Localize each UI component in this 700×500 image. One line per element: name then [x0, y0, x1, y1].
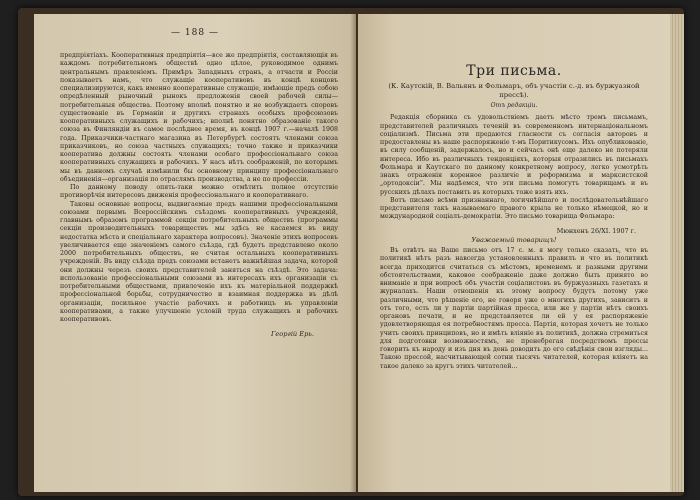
letter-place-date: Мюнхенъ 26/XI. 1907 г.: [556, 226, 636, 235]
paragraph: По данному поводу опять-таки можно отмѣтить полное отсутствіе противорѣчія интересовъ движенія профессіональнаго и кооперативнаго.: [60, 184, 338, 200]
left-page-text: [60, 52, 338, 339]
left-page: [34, 14, 356, 492]
paragraph: Вотъ письмо всѣми признаннаго, логичнѣйшаго и послѣдовательнѣйшаго представителя такъ называемаго правого крыла не только нѣмецкой, но и международной соціалъ-демократіи. Это письмо товарища Фольмара:: [380, 196, 648, 221]
paragraph: Таковы основные вопросы, выдвигаемые предъ нашими профессіональными союзами первымъ Всероссійскимъ съѣздомъ кооперативныхъ учрежденій, главнымъ образомъ программой секціи потребительныхъ обществъ (программы секціи производительныхъ товариществъ мы здѣсь не касаемся въ виду недостатка мѣста и спеціальнаго характера вопросовъ). Значеніе этихъ вопросовъ увеличивается еще значеніемъ самого съѣзда, гдѣ будетъ представлено около 2000 потребительныхъ обществъ, не считая остальныхъ кооперативныхъ учрежденій. Въ виду съѣзда предъ союзами встанетъ важнѣйшая задача, которой они должны черезъ своихъ представителей заняться на съѣздѣ. Это задача: использованіе профессіональными союзами въ интересахъ ихъ организаціи съ потребительными обществами, привлеченіе ихъ къ матеріальной поддержкѣ профессіональной борьбы, сотрудничество и взаимная поддержка въ дѣлѣ организаціи, посильное участіе рабочихъ и работницъ въ управленіи кооперативами, а также улучшеніе условій труда служащихъ и рабочихъ кооперативовъ.: [60, 200, 338, 323]
page-number: — 188 —: [171, 28, 219, 38]
right-page-text: [380, 44, 648, 371]
page-edges: [670, 14, 684, 492]
editor-note: Отъ редакціи.: [490, 102, 538, 110]
author-signature: Георгій Ерь.: [271, 330, 314, 339]
article-title: Три письма.: [466, 63, 562, 79]
letter-body: Въ отвѣтъ на Ваше письмо отъ 17 с. м. я могу только сказать, что въ политикѣ нѣтъ разъ навсегда установленныхъ правилъ и что въ политикѣ всегда приходится считаться съ мѣстомъ, временемъ и разными другими обстоятельствами, каковое соображеніе даже должно быть принято во вниманіе и при вопросѣ объ участіи соціалистовъ въ буржуазныхъ газетахъ и журналахъ. Наши отношенія къ этому вопросу будутъ потому уже различными, что рѣшеніе его, не говоря уже о многихъ другихъ, зависитъ и отъ того, есть ли у партіи партійная пресса, или же у партіи нѣтъ своихъ органовъ печати, и не представляется ли ей у ея распоряженіе удовлетворяющая ея потребностямъ пресса. Партія, которая хочетъ не только учить своихъ принциповъ, но и имѣть вліяніе въ политикѣ, должна стремиться для подготовки возможностямъ, не пренебрегая посредствомъ прессы говорить къ народу и изъ дня въ день доводить до его свѣдѣнія свои взгляды... Такою прессой, насчитывающей сотни тысячъ читателей, которая вліяетъ на такое далеко за кругъ этихъ читателей...: [380, 247, 648, 370]
letter-greeting: Уважаемый товарищъ!: [471, 235, 557, 244]
paragraph: предпріятіахъ. Кооперативныя предпріятія—все же предпріятія, составляющія въ каждомъ потребительномъ обществѣ одно цѣлое, руководимое однимъ центральнымъ правленіемъ. Примѣръ Западныхъ странъ, а отчасти и Россіи показываетъ намъ, что служащіе кооперативовъ въ концѣ концовъ специализируются, какъ именно кооперативные служащіе, имѣющіе предъ собою опредѣленный рыночный рынокъ предложенія своей рабочей силы—потребительныя общества. Поэтому вполнѣ понятно и не возбуждаетъ споровъ существованіе въ Германіи и другихъ странахъ особыхъ профсоюзовъ кооперативныхъ служащихъ и рабочихъ; вполнѣ понятно образованіе такого союза въ Финляндіи въ самое послѣднее время, въ концѣ 1907 г.—началѣ 1908 года. Приказчики-частнаго магазина въ Петербургѣ состоятъ членами союза приказчиковъ, но союза частныхъ служащихъ; точно также и приказчики кооператива должны состоять членами особаго профессіональнаго союза кооперативныхъ служащихъ и рабочихъ. У насъ нѣтъ соображеній, по которымъ мы въ данномъ случаѣ измѣнили бы основному принципу профессіональнаго объединенія—организація по отраслямъ производства, а не по профессіи.: [60, 52, 338, 183]
intro-paragraph: Редакція сборника съ удовольствіемъ даетъ мѣсто тремъ письмамъ, представителей различныхъ теченій въ современномъ интернаціональномъ соціализмѣ. Письма эти предаются гласности съ согласія авторовъ и предоставлены въ наше распоряженіе т-мъ Поритикусомъ. Ихъ опубликованіе, въ силу сообщеній, задержалось, но и сейчасъ онѣ еще далеко не потеряли интереса. Ибо въ различныхъ тенденціяхъ, которыя отразились въ письмахъ Фольмара и Каутскаго по данному конкретному вопросу, легко усмотрѣть знакъ отраженія коренное различіе и реформизма и марксистской „ортодоксіи“. Мы надѣемся, что эти письма помогутъ товарищамъ и въ русскихъ дѣлахъ поставить въ которыхъ тоже взять ихъ.: [380, 114, 648, 196]
right-page: [358, 14, 670, 492]
open-book: [18, 8, 684, 496]
article-subtitle: (К. Каутскій, В. Вальянъ и Фольмаръ, объ участіи с.-д. въ буржуазной прессѣ).: [388, 82, 640, 99]
